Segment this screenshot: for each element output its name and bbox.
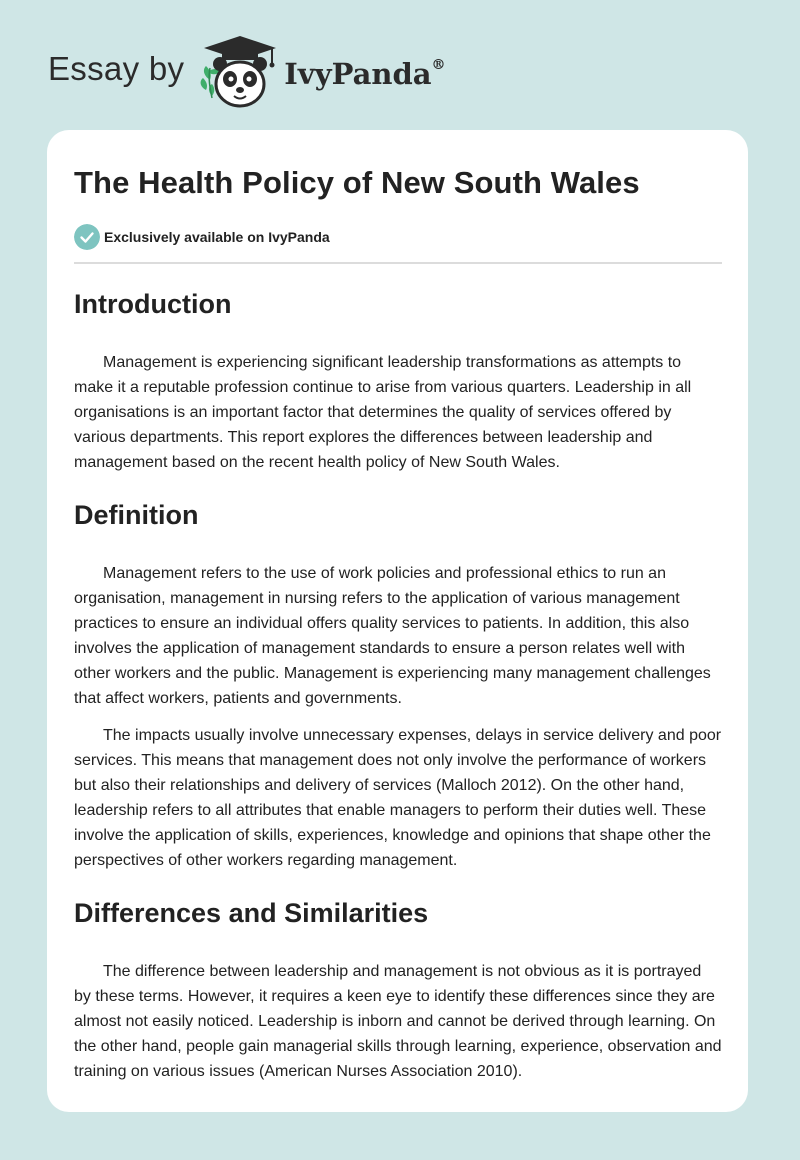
paragraph: Management refers to the use of work policies and professional ethics to run an organisation, management in nursing refers to the application of various management practices to ensure an individual offers quality services to patients. In addition, this also involves the application of management standards to ensure a person relates well with other workers and the public. Management is experiencing many management challenges that affect workers, patients and governments. [74,565,711,707]
essay-by-label: Essay by [48,50,185,87]
paragraph: Management is experiencing significant leadership transformations as attempts to make it a reputable profession continue to arise from various quarters. Leadership in all organisations is an important factor that determines the quality of services offered by various departments. This report explores the differences between leadership and management based on the recent health policy of New South Wales. [74,354,692,471]
page-title: The Health Policy of New South Wales [74,165,640,200]
exclusive-badge [74,224,722,250]
section-heading-definition: Definition [74,500,199,530]
section-heading-differences: Differences and Similarities [74,898,429,928]
section-heading-introduction: Introduction [74,289,232,319]
check-circle-icon [74,224,100,250]
brand-name[interactable]: IvyPanda® [284,57,446,91]
essay-card [47,130,748,1112]
paragraph: The difference between leadership and management is not obvious as it is portrayed by these terms. However, it requires a keen eye to identify these differences since they are almost not easily noticed. Leadership is inborn and cannot be derived through learning. On the other hand, people gain managerial skills through learning, experience, observation and training on various issues (American Nurses Association 2010). [74,963,722,1080]
paragraph: The impacts usually involve unnecessary expenses, delays in service delivery and poor services. This means that management does not only involve the performance of workers but also their relationships and delivery of services (Malloch 2012). On the other hand, leadership refers to all attributes that enable managers to perform their duties well. These involve the application of skills, experiences, knowledge and opinions that shape other the perspectives of other workers regarding management. [74,727,722,869]
ivypanda-graduate-panda-icon[interactable] [198,34,282,114]
title-divider [74,262,722,264]
site-header [48,32,446,112]
exclusive-badge-label: Exclusively available on IvyPanda [104,229,330,245]
